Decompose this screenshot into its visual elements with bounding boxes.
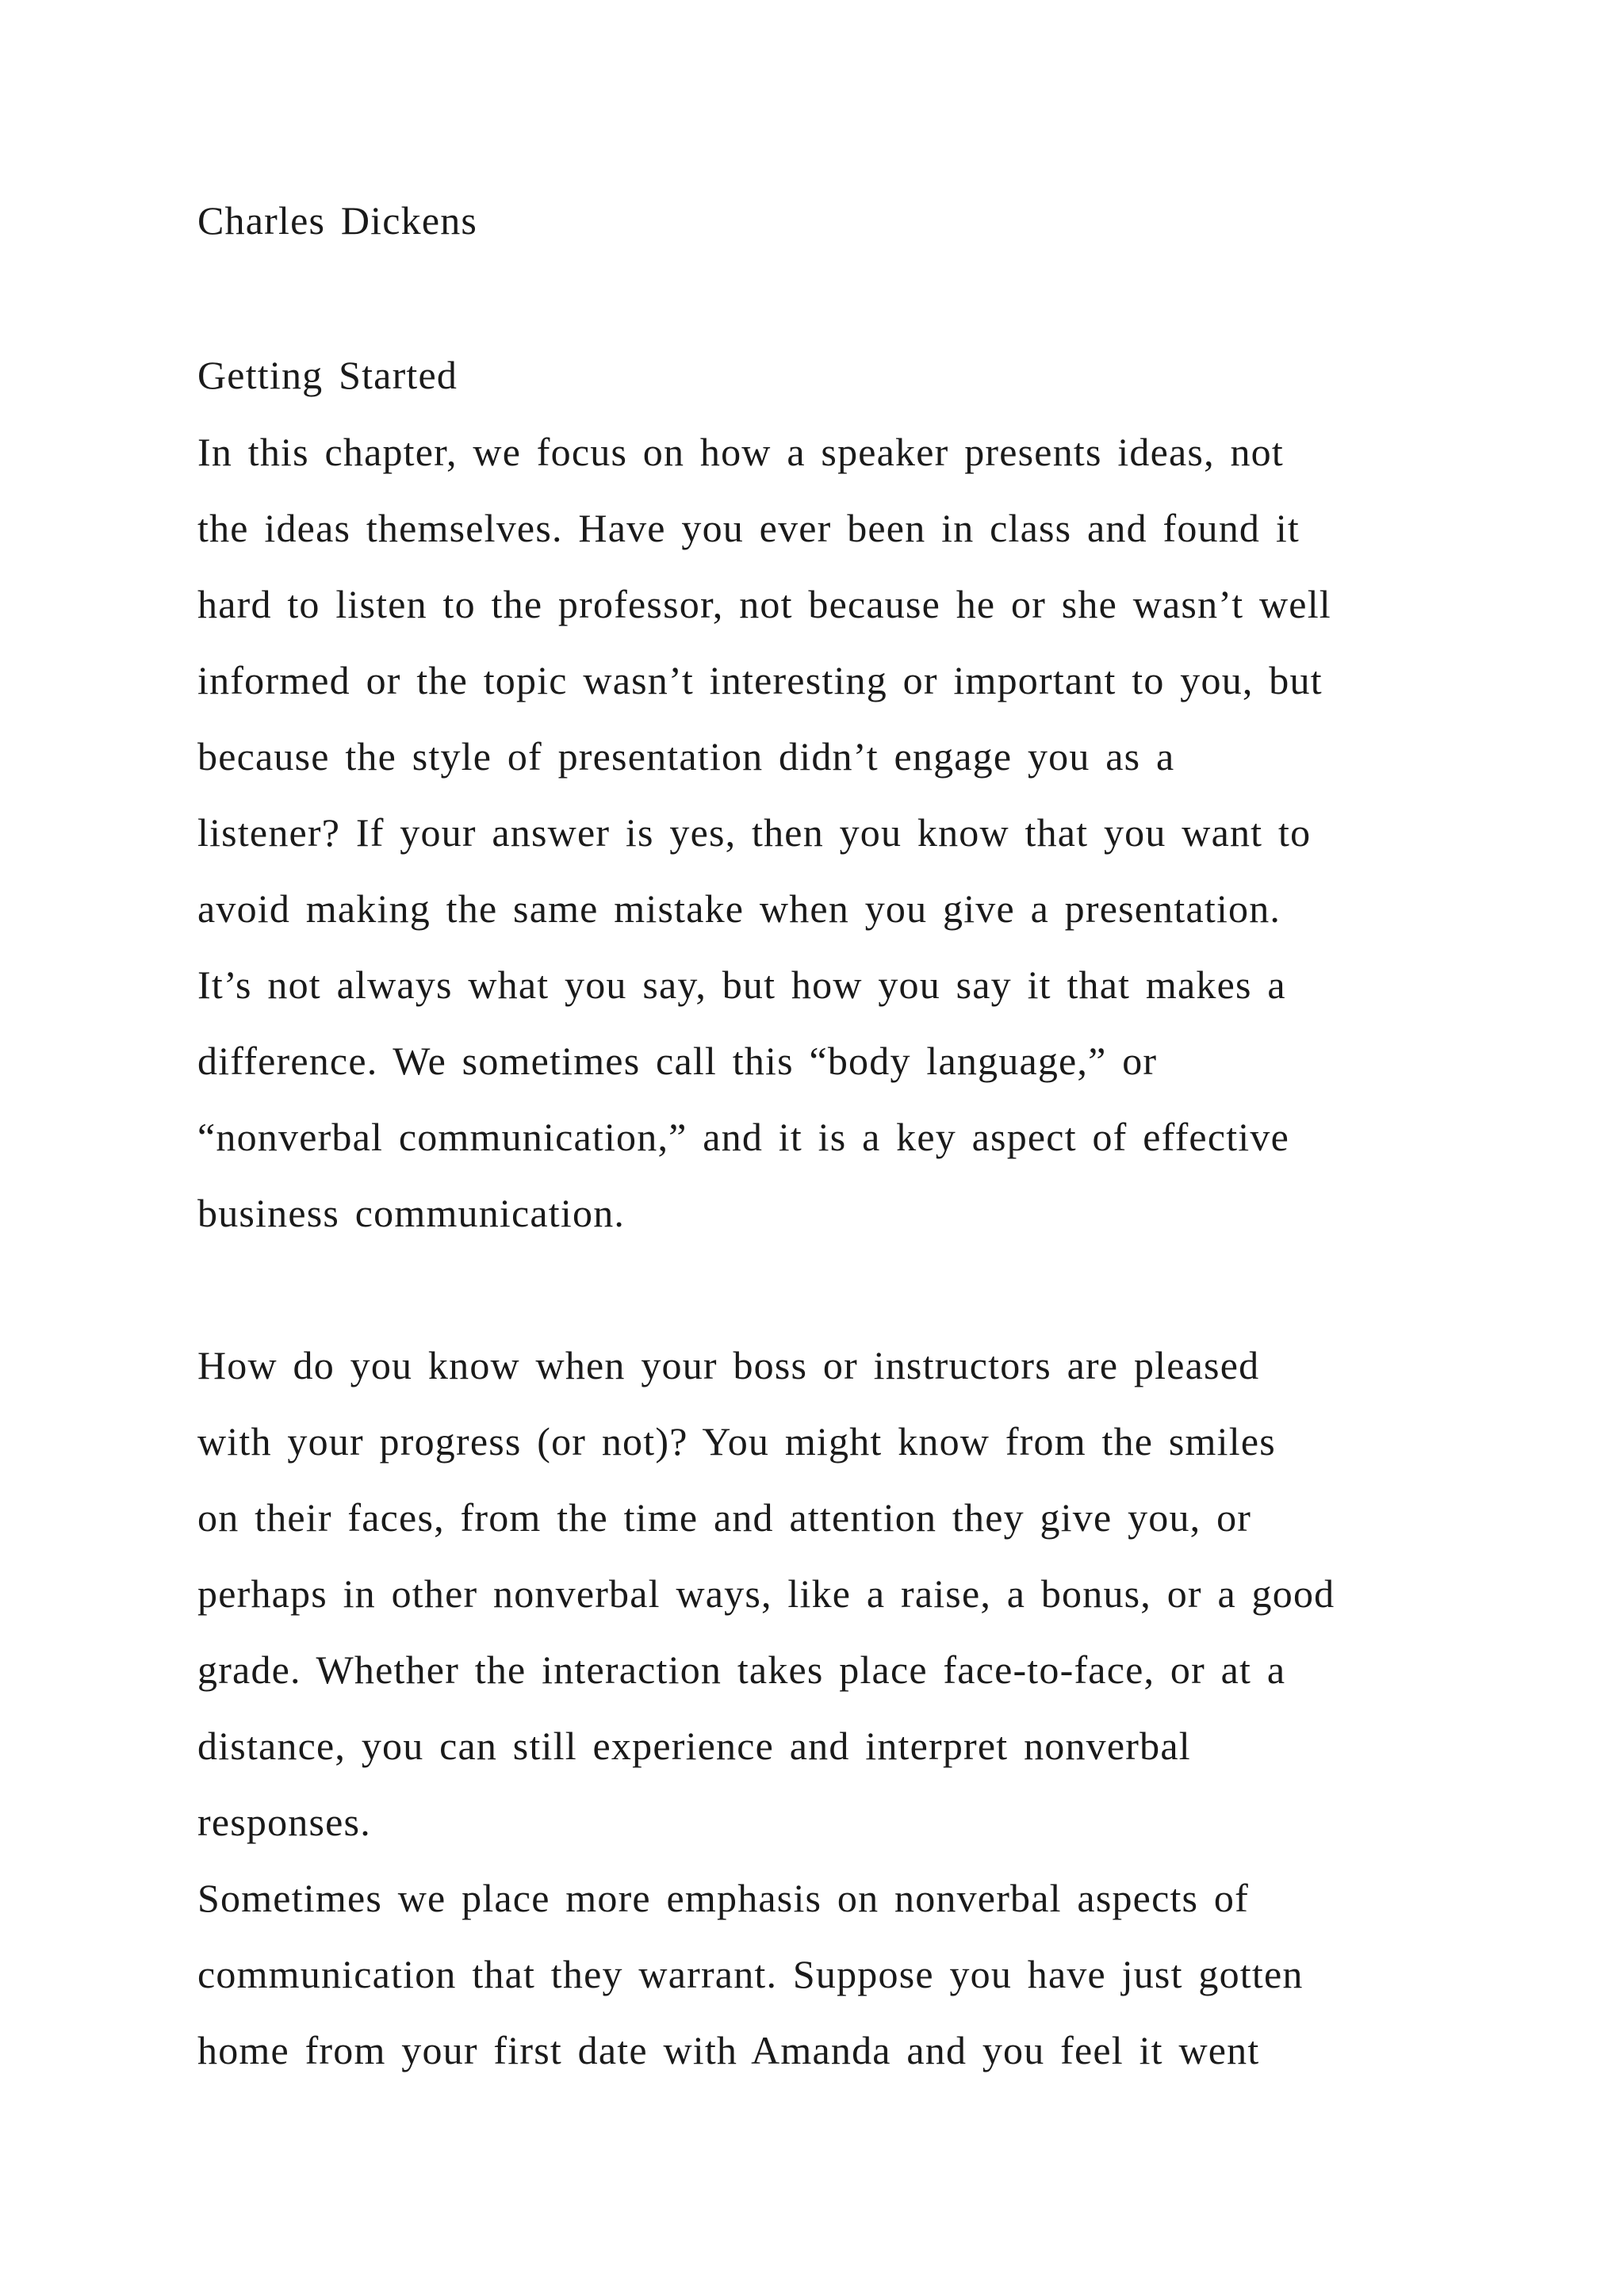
text-line: “nonverbal communication,” and it is a key aspect of effective [197, 1115, 1289, 1159]
text-line: It’s not always what you say, but how you say it that makes a [197, 962, 1286, 1007]
text-line: listener? If your answer is yes, then you know that you want to [197, 810, 1312, 855]
text-line: difference. We sometimes call this “body language,” or [197, 1039, 1158, 1083]
text-line: distance, you can still experience and interpret nonverbal [197, 1724, 1191, 1768]
text-line: Sometimes we place more emphasis on nonverbal aspects of [197, 1876, 1249, 1920]
text-line: How do you know when your boss or instructors are pleased [197, 1343, 1260, 1387]
text-line: communication that they warrant. Suppose you have just gotten [197, 1952, 1304, 1996]
text-line: with your progress (or not)? You might know from the smiles [197, 1419, 1276, 1464]
text-line: responses. [197, 1800, 371, 1844]
body-text [197, 414, 1482, 2088]
text-line: because the style of presentation didn’t engage you as a [197, 734, 1175, 779]
text-line: avoid making the same mistake when you give a presentation. [197, 886, 1281, 931]
text-line: In this chapter, we focus on how a speaker presents ideas, not [197, 430, 1284, 474]
text-line: grade. Whether the interaction takes place face-to-face, or at a [197, 1647, 1286, 1692]
text-line: the ideas themselves. Have you ever been in class and found it [197, 506, 1300, 550]
text-line: informed or the topic wasn’t interesting or important to you, but [197, 658, 1323, 702]
paragraph-gap [197, 1251, 1482, 1327]
text-line: business communication. [197, 1191, 626, 1235]
text-line: home from your first date with Amanda and you feel it went [197, 2028, 1260, 2072]
text-line: perhaps in other nonverbal ways, like a raise, a bonus, or a good [197, 1571, 1335, 1616]
author-name: Charles Dickens [197, 198, 478, 243]
text-line: on their faces, from the time and attention they give you, or [197, 1495, 1252, 1540]
section-heading: Getting Started [197, 353, 458, 397]
text-line: hard to listen to the professor, not because he or she wasn’t well [197, 582, 1331, 626]
